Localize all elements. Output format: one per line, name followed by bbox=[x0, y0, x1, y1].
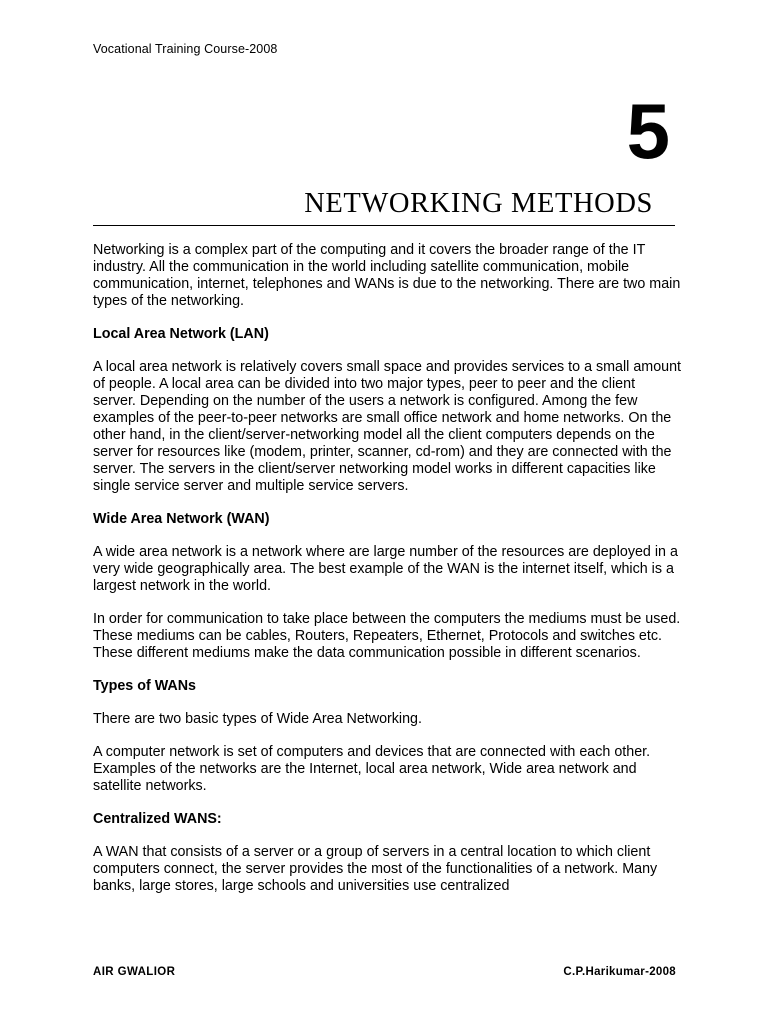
intro-paragraph: Networking is a complex part of the computing and it covers the broader range of the IT industry. All the communication in the world including satellite communication, mobile communication, internet, telephones and WANs is due to the networking. There are two main types of the networking. bbox=[93, 242, 681, 309]
lan-heading: Local Area Network (LAN) bbox=[93, 326, 269, 342]
body-content bbox=[93, 242, 681, 911]
centralized-wans-paragraph: A WAN that consists of a server or a group of servers in a central location to which client computers connect, the server provides the most of the functionalities of a network. Many banks, large stores, large schools and universities use centralized bbox=[93, 844, 658, 894]
footer-left: AIR GWALIOR bbox=[93, 966, 176, 978]
computer-network-paragraph: A computer network is set of computers and devices that are connected with each other. Examples of the networks are the Internet, local area network, Wide area network and satellite networks. bbox=[93, 744, 651, 794]
title-divider bbox=[93, 225, 675, 226]
centralized-wans-heading: Centralized WANS: bbox=[93, 811, 222, 827]
footer-right: C.P.Harikumar-2008 bbox=[563, 966, 676, 978]
lan-paragraph: A local area network is relatively covers small space and provides services to a small amount of people. A local area can be divided into two major types, peer to peer and the client server. Depending on the number of the users a network is configured. Among the few examples of the peer-to-peer networks are small office network and home networks. On the other hand, in the client/server-networking model all the client computers depends on the server for resources like (modem, printer, scanner, cd-rom) and they are connected with the server. The servers in the client/server networking model works in different capacities like single service server and multiple service servers. bbox=[93, 359, 682, 494]
chapter-number: 5 bbox=[626, 87, 670, 175]
wan-types-intro-paragraph: There are two basic types of Wide Area Networking. bbox=[93, 711, 422, 727]
chapter-title: NETWORKING METHODS bbox=[304, 188, 653, 219]
wan-mediums-paragraph: In order for communication to take place between the computers the mediums must be used. These mediums can be cables, Routers, Repeaters, Ethernet, Protocols and switches etc. These different mediums make the data communication possible in different scenarios. bbox=[93, 611, 681, 661]
running-header: Vocational Training Course-2008 bbox=[93, 42, 278, 56]
wan-heading: Wide Area Network (WAN) bbox=[93, 511, 270, 527]
wan-paragraph: A wide area network is a network where are large number of the resources are deployed in a very wide geographically area. The best example of the WAN is the internet itself, which is a largest network in the world. bbox=[93, 544, 678, 594]
wan-types-heading: Types of WANs bbox=[93, 678, 197, 694]
